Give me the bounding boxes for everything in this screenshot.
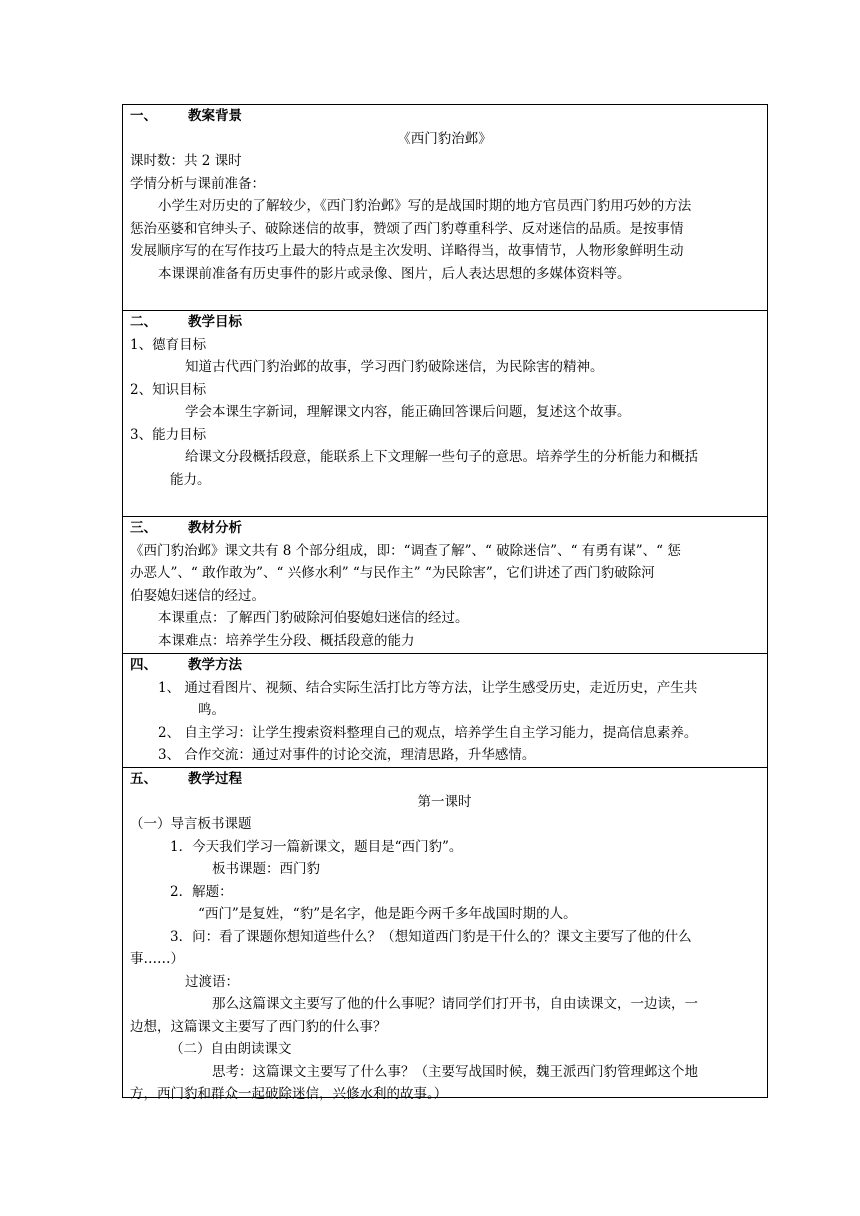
text-line: 边想，这篇课文主要写了西门豹的什么事？: [130, 1018, 387, 1035]
text-line: 2、 自主学习：让学生搜索资料整理自己的观点，培养学生自主学习能力，提高信息素养。: [158, 724, 698, 741]
text-line: 小学生对历史的了解较少，《西门豹治邺》写的是战国时期的地方官员西门豹用巧妙的方法: [158, 198, 692, 214]
text-line: 板书课题：西门豹: [212, 861, 320, 877]
text-line: 方，西门豹和群众一起破除迷信，兴修水利的故事。）: [130, 1086, 448, 1102]
section-heading: 一、 教案背景: [130, 108, 242, 124]
text-line: 本课重点：了解西门豹破除河伯娶媳妇迷信的经过。: [158, 610, 469, 626]
text-line: 本课课前准备有历史事件的影片或录像、图片，后人表达思想的多媒体资料等。: [158, 265, 631, 282]
text-line: 2、知识目标: [130, 381, 207, 398]
text-line: 办恶人”、“ 敢作敢为”、“ 兴修水利” “与民作主” “为民除害”，它们讲述了西门豹破除河: [130, 565, 655, 581]
text-line: （一）导言板书课题: [130, 816, 252, 832]
section-heading: 三、 教材分析: [130, 520, 242, 536]
section-objectives: [122, 311, 768, 517]
text-line: 3、 合作交流：通过对事件的讨论交流，理清思路，升华感情。: [158, 747, 536, 763]
lesson-plan-table: [122, 104, 768, 1102]
text-line: 事……）: [130, 951, 184, 967]
section-material-analysis: [122, 517, 768, 654]
lesson-title: 《西门豹治邺》: [397, 130, 492, 147]
section-process: [122, 768, 768, 1102]
text-line: 鸣。: [198, 702, 225, 718]
section-heading: 二、 教学目标: [130, 314, 242, 330]
lesson-period: 第一课时: [417, 793, 472, 810]
text-line: “西门”是复姓，“豹”是名字，他是距今两千多年战国时期的人。: [198, 906, 577, 922]
text-line: 学会本课生字新词，理解课文内容，能正确回答课后问题，复述这个故事。: [185, 404, 631, 420]
section-heading: 四、 教学方法: [130, 657, 242, 673]
text-line: 1、 通过看图片、视频、结合实际生活打比方等方法，让学生感受历史，走近历史，产生共: [158, 679, 698, 696]
text-line: 学情分析与课前准备：: [130, 175, 265, 192]
text-line: 3、能力目标: [130, 426, 207, 443]
text-line: 能力。: [170, 471, 211, 488]
text-line: 那么这篇课文主要写了他的什么事呢？请同学们打开书，自由读课文，一边读，一: [212, 996, 698, 1012]
text-line: 1．今天我们学习一篇新课文，题目是“西门豹”。: [170, 838, 463, 855]
text-line: 2．解题：: [170, 883, 233, 900]
text-line: 《西门豹治邺》课文共有 8 个部分组成，即：“调查了解”、“ 破除迷信”、“ 有勇有谋”、“ 惩: [130, 542, 681, 559]
text-line: 3．问：看了课题你想知道些什么？（想知道西门豹是干什么的？课文主要写了他的什么: [170, 928, 692, 945]
text-line: 本课难点：培养学生分段、概括段意的能力: [158, 632, 415, 649]
text-line: 知道古代西门豹治邺的故事，学习西门豹破除迷信，为民除害的精神。: [185, 359, 604, 375]
text-line: 1、德育目标: [130, 336, 207, 353]
text-line: （二）自由朗读课文: [170, 1041, 292, 1057]
text-line: 课时数：共 2 课时: [130, 153, 242, 169]
text-line: 给课文分段概括段意，能联系上下文理解一些句子的意思。培养学生的分析能力和概括: [185, 449, 698, 465]
text-line: 发展顺序写的在写作技巧上最大的特点是主次发明、详略得当，故事情节，人物形象鲜明生动: [130, 243, 684, 259]
section-heading: 五、 教学过程: [130, 771, 242, 787]
text-line: 伯娶媳妇迷信的经过。: [130, 587, 265, 604]
section-methods: [122, 654, 768, 768]
text-line: 惩治巫婆和官绅头子、破除迷信的故事，赞颂了西门豹尊重科学、反对迷信的品质。是按事情: [130, 220, 684, 237]
text-line: 思考：这篇课文主要写了什么事？（主要写战国时候，魏王派西门豹管理邺这个地: [212, 1063, 698, 1080]
section-background: [122, 104, 768, 311]
text-line: 过渡语：: [185, 973, 239, 990]
